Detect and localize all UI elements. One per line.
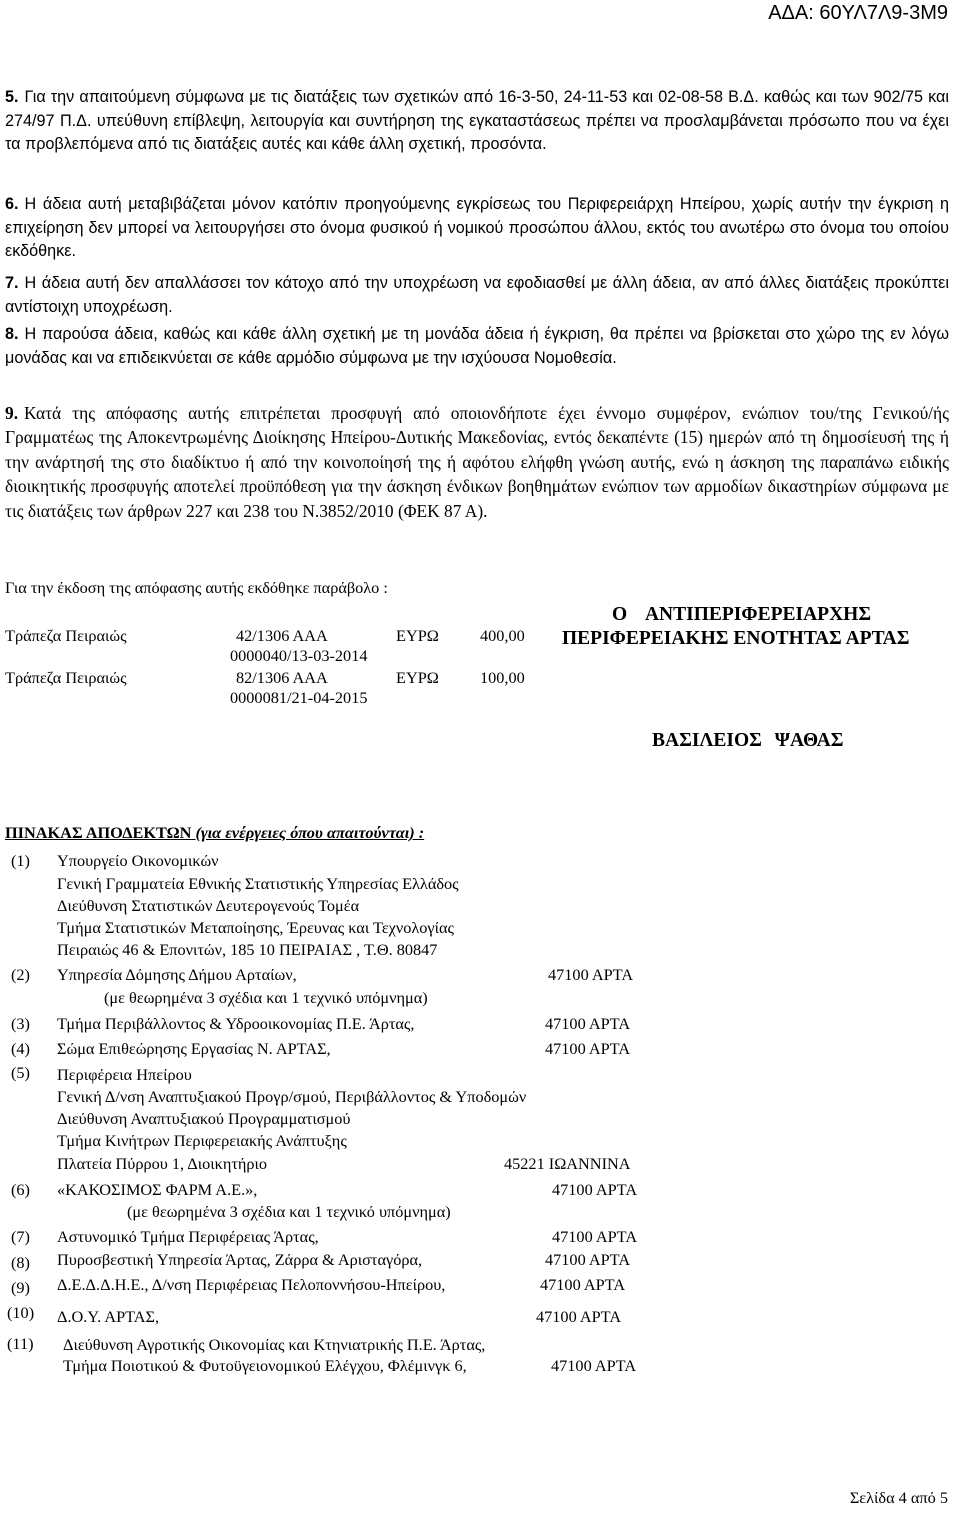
fee-bank: Τράπεζα Πειραιώς [5, 626, 127, 645]
ada-code: ΑΔΑ: 60ΥΛ7Λ9-3Μ9 [768, 2, 948, 24]
recipient-line: Πλατεία Πύρρου 1, Διοικητήριο [57, 1154, 268, 1173]
recipient-number: (5) [11, 1063, 30, 1082]
recipient-line: Περιφέρεια Ηπείρου [57, 1065, 192, 1084]
fee-amount: 400,00 [480, 626, 525, 645]
fee-ref: 0000040/13-03-2014 [230, 646, 368, 665]
signatory-name: ΒΑΣΙΛΕΙΟΣ ΨΑΘΑΣ [652, 730, 844, 751]
fee-code: 42/1306 ΑΑΑ [236, 626, 328, 645]
recipient-line: (με θεωρημένα 3 σχέδια και 1 τεχνικό υπόμνημα) [104, 988, 428, 1007]
recipient-line: Υπηρεσία Δόμησης Δήμου Αρταίων, [57, 965, 297, 984]
recipient-number: (10) [7, 1303, 35, 1322]
paragraph-text: Η άδεια αυτή μεταβιβάζεται μόνον κατόπιν προηγούμενης εγκρίσεως του Περιφερειάρχη Ηπείρου, χωρίς αυτήν την έγκριση η επιχείρηση δεν μπορεί να λειτουργήσει στο όνομα φυσικού ή νομικού προσώπου άλλου, εκτός του ανωτέρω στο όνομα του οποίου εκδόθηκε. [5, 195, 949, 260]
paragraph-5 [5, 86, 949, 157]
fee-intro: Για την έκδοση της απόφασης αυτής εκδόθηκε παράβολο : [5, 578, 388, 597]
paragraph-text: Η άδεια αυτή δεν απαλλάσσει τον κάτοχο από την υποχρέωση να εφοδιασθεί με άλλη άδεια, αν από άλλες διατάξεις προκύπτει αντίστοιχη υποχρέωση. [5, 274, 949, 316]
recipient-line: Γενική Γραμματεία Εθνικής Στατιστικής Υπηρεσίας Ελλάδος [57, 874, 459, 893]
fee-currency: ΕΥΡΩ [396, 668, 439, 687]
paragraph-number: 5. [5, 88, 19, 106]
recipient-place: 45221 ΙΩΑΝΝΙΝΑ [504, 1154, 631, 1173]
paragraph-number: 6. [5, 195, 19, 213]
recipient-number: (3) [11, 1014, 30, 1033]
recipient-line: Πυροσβεστική Υπηρεσία Άρτας, Ζάρρα & Αρισταγόρα, [57, 1250, 423, 1269]
recipients-heading [5, 823, 424, 843]
recipient-line: Αστυνομικό Τμήμα Περιφέρειας Άρτας, [57, 1227, 319, 1246]
recipient-place: 47100 ΑΡΤΑ [552, 1227, 638, 1246]
recipient-line: Τμήμα Κινήτρων Περιφερειακής Ανάπτυξης [57, 1131, 347, 1150]
paragraph-number: 7. [5, 274, 19, 292]
recipient-line: Σώμα Επιθεώρησης Εργασίας Ν. ΑΡΤΑΣ, [57, 1039, 331, 1058]
recipient-line: Δ.Ο.Υ. ΑΡΤΑΣ, [57, 1307, 160, 1326]
recipient-line: Υπουργείο Οικονομικών [57, 851, 219, 870]
recipient-place: 47100 ΑΡΤΑ [545, 1039, 631, 1058]
paragraph-number: 9. [5, 403, 19, 423]
signature-title: Ο ΑΝΤΙΠΕΡΙΦΕΡΕΙΑΡΧΗΣ [612, 604, 872, 625]
recipient-line: Τμήμα Περιβάλλοντος & Υδροοικονομίας Π.Ε. Άρτας, [57, 1014, 415, 1033]
recipient-number: (1) [11, 851, 30, 870]
paragraph-6 [5, 193, 949, 264]
recipient-number: (6) [11, 1180, 30, 1199]
paragraph-8 [5, 323, 949, 370]
paragraph-9 [5, 401, 949, 523]
recipient-number: (8) [11, 1253, 30, 1272]
fee-ref: 0000081/21-04-2015 [230, 688, 368, 707]
recipient-number: (4) [11, 1039, 30, 1058]
recipient-line: Τμήμα Ποιοτικού & Φυτοϋγειονομικού Ελέγχου, Φλέμινγκ 6, [63, 1356, 467, 1375]
recipient-line: Τμήμα Στατιστικών Μεταποίησης, Έρευνας και Τεχνολογίας [57, 918, 454, 937]
recipient-number: (11) [7, 1334, 34, 1353]
recipient-line: Γενική Δ/νση Αναπτυξιακού Προγρ/σμού, Περιβάλλοντος & Υποδομών [57, 1087, 527, 1106]
signature-title-unit: ΠΕΡΙΦΕΡΕΙΑΚΗΣ ΕΝΟΤΗΤΑΣ ΑΡΤΑΣ [562, 628, 910, 649]
fee-bank: Τράπεζα Πειραιώς [5, 668, 127, 687]
recipient-line: «ΚΑΚΟΣΙΜΟΣ ΦΑΡΜ Α.Ε.», [57, 1180, 258, 1199]
fee-amount: 100,00 [480, 668, 525, 687]
recipient-line: Δ.Ε.Δ.Δ.Η.Ε., Δ/νση Περιφέρειας Πελοποννήσου-Ηπείρου, [57, 1275, 446, 1294]
fee-currency: ΕΥΡΩ [396, 626, 439, 645]
paragraph-text: Η παρούσα άδεια, καθώς και κάθε άλλη σχετική με τη μονάδα άδεια ή έγκριση, θα πρέπει να βρίσκεται στο χώρο της εν λόγω μονάδας και να επιδεικνύεται σε κάθε αρμόδιο σύμφωνα με την ισχύουσα Νομοθεσία. [5, 325, 949, 367]
paragraph-text: Κατά της απόφασης αυτής επιτρέπεται προσφυγή από οποιονδήποτε έχει έννομο συμφέρον, ενώπιον του/της Γενικού/ής Γραμματέως της Αποκεντρωμένης Διοίκησης Ηπείρου-Δυτικής Μακεδονίας, εντός δεκαπέντε (15) ημερών από τη δημοσίευσή της ή την ανάρτησή της στο διαδίκτυο ή από την κοινοποίησή της ή αφότου ελήφθη γνώση αυτής, ενώ η άσκηση της παραπάνω ειδικής διοικητικής προσφυγής αποτελεί προϋπόθεση για την άσκηση ένδικων βοηθημάτων ενώπιον των αρμοδίων δικαστηρίων σύμφωνα με τις διατάξεις των άρθρων 227 και 238 του Ν.3852/2010 (ΦΕΚ 87 Α). [5, 403, 949, 521]
page-number: Σελίδα 4 από 5 [849, 1488, 948, 1507]
recipient-line: Διεύθυνση Αγροτικής Οικονομίας και Κτηνιατρικής Π.Ε. Άρτας, [63, 1335, 486, 1354]
paragraph-number: 8. [5, 325, 19, 343]
paragraph-7 [5, 272, 949, 319]
recipient-line: Διεύθυνση Αναπτυξιακού Προγραμματισμού [57, 1109, 351, 1128]
recipient-number: (2) [11, 965, 30, 984]
recipient-place: 47100 ΑΡΤΑ [536, 1307, 622, 1326]
recipient-place: 47100 ΑΡΤΑ [548, 965, 634, 984]
recipient-place: 47100 ΑΡΤΑ [545, 1250, 631, 1269]
recipient-place: 47100 ΑΡΤΑ [551, 1356, 637, 1375]
recipient-place: 47100 ΑΡΤΑ [540, 1275, 626, 1294]
recipient-line: (με θεωρημένα 3 σχέδια και 1 τεχνικό υπόμνημα) [127, 1202, 451, 1221]
recipient-place: 47100 ΑΡΤΑ [552, 1180, 638, 1199]
fee-code: 82/1306 ΑΑΑ [236, 668, 328, 687]
recipients-heading-note: (για ενέργειες όπου απαιτούνται) : [195, 823, 425, 842]
recipients-heading-title: ΠΙΝΑΚΑΣ ΑΠΟΔΕΚΤΩΝ [5, 823, 192, 842]
recipient-line: Διεύθυνση Στατιστικών Δευτερογενούς Τομέα [57, 896, 360, 915]
recipient-number: (9) [11, 1278, 30, 1297]
recipient-place: 47100 ΑΡΤΑ [545, 1014, 631, 1033]
recipient-line: Πειραιώς 46 & Επονιτών, 185 10 ΠΕΙΡΑΙΑΣ , Τ.Θ. 80847 [57, 940, 438, 959]
recipient-number: (7) [11, 1227, 30, 1246]
paragraph-text: Για την απαιτούμενη σύμφωνα με τις διατάξεις των σχετικών από 16-3-50, 24-11-53 και 02-08-58 Β.Δ. καθώς και των 902/75 και 274/97 Π.Δ. υπεύθυνη επίβλεψη, λειτουργία και συντήρηση της εγκαταστάσεως πρέπει να προσλαμβάνεται πρόσωπο που να έχει τα προβλεπόμενα από τις διατάξεις αυτές και κάθε άλλη σχετική, προσόντα. [5, 88, 949, 153]
